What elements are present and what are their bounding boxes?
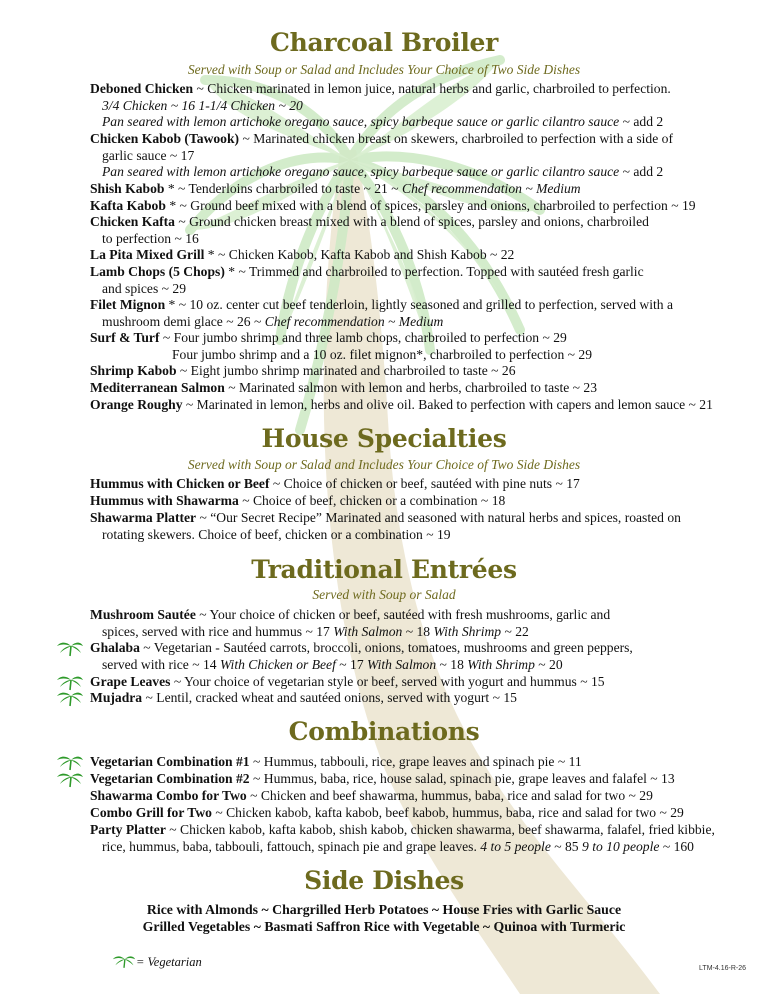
item-name: Filet Mignon	[90, 297, 166, 312]
option-label: With Shrimp	[433, 624, 502, 639]
item-description: ~ Hummus, tabbouli, rice, grape leaves and spinach pie ~ 11	[249, 754, 582, 769]
item-description-cont	[102, 314, 443, 330]
item-description-cont: garlic sauce ~ 17	[102, 148, 195, 163]
section-title-combinations: Combinations	[288, 717, 480, 746]
footer-code: LTM-4.16-R-26	[699, 965, 746, 972]
item-description: ~ Tenderloins charbroiled to taste ~ 21 ~	[174, 181, 402, 196]
menu-item-shish-kabob	[90, 181, 581, 197]
vegetarian-legend	[112, 953, 202, 970]
item-name: Surf & Turf	[90, 330, 160, 345]
item-star: *	[204, 247, 215, 262]
menu-item-grape-leaves	[90, 674, 605, 690]
item-description-cont: Four jumbo shrimp and a 10 oz. filet mignon*, charbroiled to perfection ~ 29	[172, 347, 592, 362]
section-title-side-dishes: Side Dishes	[304, 866, 464, 895]
menu-item-surf-turf	[90, 330, 567, 346]
menu-item-mediterranean-salmon	[90, 380, 597, 396]
item-description-cont	[102, 839, 694, 855]
item-description: ~ Hummus, baba, rice, house salad, spinach pie, grape leaves and falafel ~ 13	[249, 771, 675, 786]
item-name: Mushroom Sautée	[90, 607, 196, 622]
item-name: Combo Grill for Two	[90, 805, 212, 820]
item-pan-seared-note	[102, 114, 663, 130]
item-description: ~ Chicken and beef shawarma, hummus, baba, rice and salad for two ~ 29	[246, 788, 653, 803]
item-name: Vegetarian Combination #1	[90, 754, 250, 769]
vegetarian-palm-icon	[56, 753, 84, 771]
item-description: ~ Marinated in lemon, herbs and olive oil. Baked to perfection with capers and lemon sauce ~ 21	[182, 397, 713, 412]
legend-label: = Vegetarian	[136, 955, 202, 969]
section-title-traditional-entrees: Traditional Entrées	[251, 555, 517, 584]
item-name: Shawarma Combo for Two	[90, 788, 247, 803]
item-name: Ghalaba	[90, 640, 140, 655]
item-star: *	[164, 181, 175, 196]
option-price: ~ 17	[335, 657, 368, 672]
option-price: ~ 85	[550, 839, 583, 854]
item-description: ~ Ground beef mixed with a blend of spices, parsley and onions, charbroiled to perfection ~ 19	[176, 198, 696, 213]
menu-item-vegetarian-combo-2	[90, 771, 675, 787]
item-name: Deboned Chicken	[90, 81, 194, 96]
section-subtitle-charcoal-broiler: Served with Soup or Salad and Includes Your Choice of Two Side Dishes	[187, 62, 581, 77]
item-name: Shrimp Kabob	[90, 363, 177, 378]
item-description: ~ Lentil, cracked wheat and sautéed onions, served with yogurt ~ 15	[142, 690, 517, 705]
item-name: Mujadra	[90, 690, 143, 705]
item-name: Hummus with Chicken or Beef	[90, 476, 270, 491]
menu-item-mixed-grill	[90, 247, 514, 263]
menu-item-lamb-chops	[90, 264, 644, 280]
option-label: 9 to 10 people	[582, 839, 660, 854]
section-title-house-specialties: House Specialties	[261, 424, 507, 453]
menu-item-kafta-kabob	[90, 198, 696, 214]
vegetarian-palm-icon	[56, 639, 84, 657]
item-description-cont: rotating skewers. Choice of beef, chicken or a combination ~ 19	[102, 527, 451, 542]
item-star: *	[165, 297, 176, 312]
item-name: Shawarma Platter	[90, 510, 197, 525]
menu-item-mushroom-sautee	[90, 607, 610, 623]
item-description: ~ Four jumbo shrimp and three lamb chops, charbroiled to perfection ~ 29	[159, 330, 567, 345]
pan-price: ~ add 2	[619, 164, 664, 179]
item-name: Mediterranean Salmon	[90, 380, 225, 395]
section-subtitle-house-specialties: Served with Soup or Salad and Includes Your Choice of Two Side Dishes	[187, 457, 581, 472]
menu-item-deboned-chicken	[90, 81, 671, 97]
option-label: With Shrimp	[467, 657, 535, 672]
item-description: ~ Chicken kabob, kafta kabob, shish kabob, chicken shawarma, beef shawarma, falafel, fried kibbie,	[165, 822, 715, 837]
item-name: Hummus with Shawarma	[90, 493, 239, 508]
menu-item-orange-roughy	[90, 397, 713, 413]
side-dishes-line-1: Rice with Almonds ~ Chargrilled Herb Potatoes ~ House Fries with Garlic Sauce	[146, 902, 622, 917]
item-description: ~ Your choice of chicken or beef, sautéed with fresh mushrooms, garlic and	[195, 607, 611, 622]
item-name: Party Platter	[90, 822, 166, 837]
item-description: ~ Marinated chicken breast on skewers, charbroiled to perfection with a side of	[239, 131, 673, 146]
item-description-cont	[102, 657, 563, 673]
item-name: Vegetarian Combination #2	[90, 771, 250, 786]
menu-item-mujadra	[90, 690, 517, 706]
item-star: *	[224, 264, 236, 279]
item-description: ~ Vegetarian - Sautéed carrots, broccoli, onions, tomatoes, mushrooms and green peppers,	[139, 640, 633, 655]
option-price: ~ 20	[534, 657, 563, 672]
item-description: ~ Choice of chicken or beef, sautéed with pine nuts ~ 17	[269, 476, 580, 491]
pan-note: Pan seared with lemon artichoke oregano sauce, spicy barbeque sauce or garlic cilantro sauce	[102, 164, 620, 179]
item-description: mushroom demi glace ~ 26 ~	[102, 314, 265, 329]
pan-price: ~ add 2	[619, 114, 664, 129]
section-subtitle-traditional-entrees: Served with Soup or Salad	[312, 587, 456, 602]
menu-item-combo-grill	[90, 805, 684, 821]
item-description: spices, served with rice and hummus ~ 17	[102, 624, 334, 639]
menu-item-shawarma-platter	[90, 510, 681, 526]
item-description: rice, hummus, baba, tabbouli, fattouch, spinach pie and grape leaves.	[102, 839, 481, 854]
menu-item-vegetarian-combo-1	[90, 754, 582, 770]
item-description-cont	[102, 624, 529, 640]
item-description: ~ Your choice of vegetarian style or beef, served with yogurt and hummus ~ 15	[170, 674, 605, 689]
section-title-charcoal-broiler: Charcoal Broiler	[270, 28, 498, 57]
item-description: ~ Eight jumbo shrimp marinated and charbroiled to taste ~ 26	[176, 363, 516, 378]
menu-item-shrimp-kabob	[90, 363, 516, 379]
item-description: served with rice ~ 14	[102, 657, 220, 672]
option-price: ~ 22	[501, 624, 529, 639]
menu-item-ghalaba	[90, 640, 633, 656]
item-description-cont: to perfection ~ 16	[102, 231, 199, 246]
option-price: ~ 18	[402, 624, 434, 639]
option-label: 4 to 5 people	[480, 839, 551, 854]
item-star: *	[165, 198, 177, 213]
item-description: ~ Chicken marinated in lemon juice, natural herbs and garlic, charbroiled to perfection.	[193, 81, 671, 96]
menu-item-filet-mignon	[90, 297, 673, 313]
menu-item-hummus-chicken-beef	[90, 476, 580, 492]
option-label: With Salmon	[367, 657, 437, 672]
menu-item-shawarma-combo	[90, 788, 653, 804]
item-description: ~ Trimmed and charbroiled to perfection. Topped with sautéed fresh garlic	[235, 264, 644, 279]
item-description: ~ Choice of beef, chicken or a combination ~ 18	[238, 493, 506, 508]
item-sizes: 3/4 Chicken ~ 16 1-1/4 Chicken ~ 20	[102, 98, 303, 113]
chef-recommendation: Chef recommendation ~ Medium	[402, 181, 581, 196]
pan-note: Pan seared with lemon artichoke oregano sauce, spicy barbeque sauce or garlic cilantro sauce	[102, 114, 620, 129]
item-name: Shish Kabob	[90, 181, 165, 196]
item-description: ~ Marinated salmon with lemon and herbs, charbroiled to taste ~ 23	[224, 380, 598, 395]
palm-tree-icon	[112, 953, 136, 969]
item-description: ~ Chicken kabob, kafta kabob, beef kabob, hummus, baba, rice and salad for two ~ 29	[211, 805, 684, 820]
menu-item-chicken-kafta	[90, 214, 649, 230]
chef-recommendation: Chef recommendation ~ Medium	[264, 314, 444, 329]
option-label: With Salmon	[333, 624, 403, 639]
vegetarian-palm-icon	[56, 770, 84, 788]
item-pan-seared-note	[102, 164, 663, 180]
item-description: ~ 10 oz. center cut beef tenderloin, lightly seasoned and grilled to perfection, served with a	[175, 297, 674, 312]
vegetarian-palm-icon	[56, 689, 84, 707]
item-name: Chicken Kafta	[90, 214, 175, 229]
item-description-cont: and spices ~ 29	[102, 281, 186, 296]
option-price: ~ 160	[659, 839, 694, 854]
menu-item-hummus-shawarma	[90, 493, 505, 509]
menu-item-chicken-kabob	[90, 131, 673, 147]
option-label: With Chicken or Beef	[219, 657, 336, 672]
item-name: La Pita Mixed Grill	[90, 247, 205, 262]
item-description: ~ Ground chicken breast mixed with a blend of spices, parsley and onions, charbroiled	[174, 214, 649, 229]
option-price: ~ 18	[436, 657, 468, 672]
item-name: Grape Leaves	[90, 674, 171, 689]
item-description: ~ “Our Secret Recipe” Marinated and seasoned with natural herbs and spices, roasted on	[196, 510, 681, 525]
item-name: Orange Roughy	[90, 397, 183, 412]
item-name: Lamb Chops (5 Chops)	[90, 264, 225, 279]
item-description: ~ Chicken Kabob, Kafta Kabob and Shish Kabob ~ 22	[214, 247, 515, 262]
menu-item-party-platter	[90, 822, 715, 838]
side-dishes-line-2: Grilled Vegetables ~ Basmati Saffron Rice with Vegetable ~ Quinoa with Turmeric	[142, 919, 626, 934]
item-name: Chicken Kabob (Tawook)	[90, 131, 240, 146]
item-name: Kafta Kabob	[90, 198, 166, 213]
